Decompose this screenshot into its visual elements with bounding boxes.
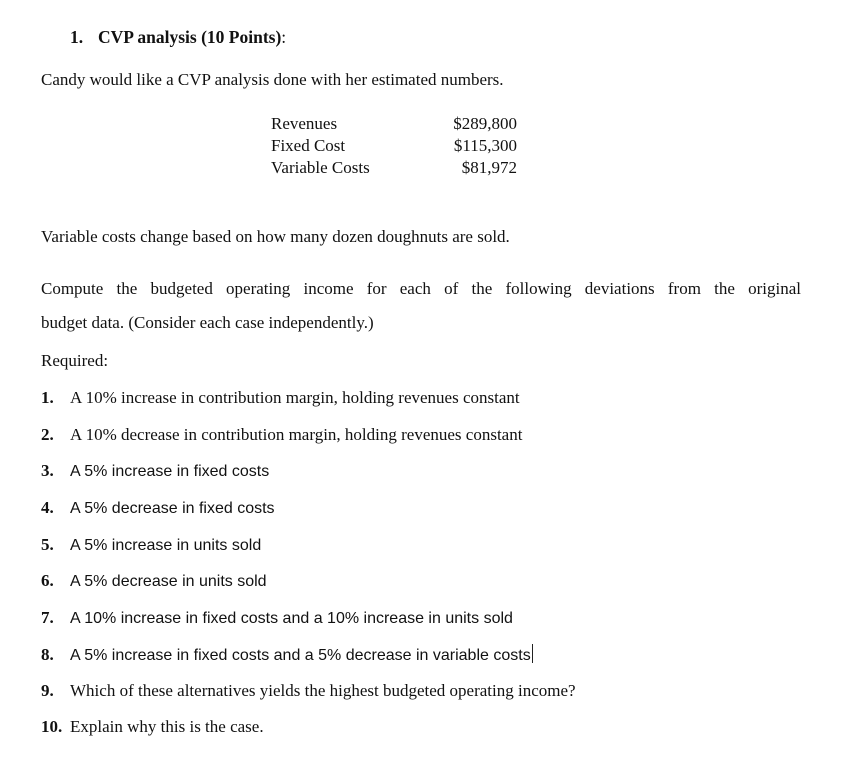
list-item-number: 5. xyxy=(41,535,54,554)
intro-paragraph: Candy would like a CVP analysis done with her estimated numbers. xyxy=(41,70,504,89)
budget-label: Fixed Cost xyxy=(271,136,346,155)
list-item-text: A 5% decrease in units sold xyxy=(70,573,267,590)
budget-value: $289,800 xyxy=(453,114,517,133)
list-item-text: A 10% increase in contribution margin, holding revenues constant xyxy=(70,388,520,407)
list-item-text: A 10% decrease in contribution margin, holding revenues constant xyxy=(70,425,523,444)
list-item xyxy=(41,535,261,555)
budget-row-fixed-cost xyxy=(271,136,517,158)
budget-row-variable-costs xyxy=(271,158,517,180)
list-item xyxy=(41,608,513,628)
list-item-number: 3. xyxy=(41,461,54,480)
list-item-text: Which of these alternatives yields the highest budgeted operating income? xyxy=(70,681,576,700)
list-item-text: A 5% increase in fixed costs xyxy=(70,463,270,480)
list-item-text: A 5% increase in fixed costs and a 5% decrease in variable costs xyxy=(70,647,531,664)
list-item xyxy=(41,461,269,481)
list-item-number: 9. xyxy=(41,681,54,700)
list-item-number: 10. xyxy=(41,717,63,736)
question-title: CVP analysis (10 Points) xyxy=(98,27,282,47)
list-item-text: A 10% increase in fixed costs and a 10% increase in units sold xyxy=(70,610,513,627)
list-item-text: A 5% decrease in fixed costs xyxy=(70,500,275,517)
list-item-number: 8. xyxy=(41,645,54,664)
list-item-text: Explain why this is the case. xyxy=(70,717,264,736)
list-item xyxy=(41,571,267,591)
list-item xyxy=(41,717,264,737)
budget-label: Revenues xyxy=(271,114,338,133)
list-item-number: 6. xyxy=(41,571,54,590)
budget-row-revenues xyxy=(271,114,517,136)
budget-table xyxy=(271,114,517,180)
list-item xyxy=(41,425,522,445)
list-item xyxy=(41,644,533,665)
text-cursor xyxy=(532,644,533,663)
budget-value: $115,300 xyxy=(453,136,517,155)
compute-paragraph xyxy=(41,272,801,340)
question-heading xyxy=(70,27,286,48)
question-number: 1. xyxy=(70,27,84,47)
list-item-number: 2. xyxy=(41,425,54,444)
required-label: Required: xyxy=(41,351,109,370)
list-item-number: 1. xyxy=(41,388,54,407)
list-item-number: 7. xyxy=(41,608,54,627)
variable-costs-paragraph: Variable costs change based on how many dozen doughnuts are sold. xyxy=(41,227,510,246)
list-item xyxy=(41,681,576,701)
budget-label: Variable Costs xyxy=(271,158,370,177)
list-item xyxy=(41,388,520,408)
list-item-text: A 5% increase in units sold xyxy=(70,537,262,554)
question-title-colon: : xyxy=(281,27,287,47)
list-item-number: 4. xyxy=(41,498,54,517)
compute-paragraph-line: budget data. (Consider each case independently.) xyxy=(41,313,374,332)
budget-value: $81,972 xyxy=(461,158,517,177)
compute-paragraph-line: Compute the budgeted operating income for each of the following deviations from the original xyxy=(41,279,801,298)
list-item xyxy=(41,498,275,518)
